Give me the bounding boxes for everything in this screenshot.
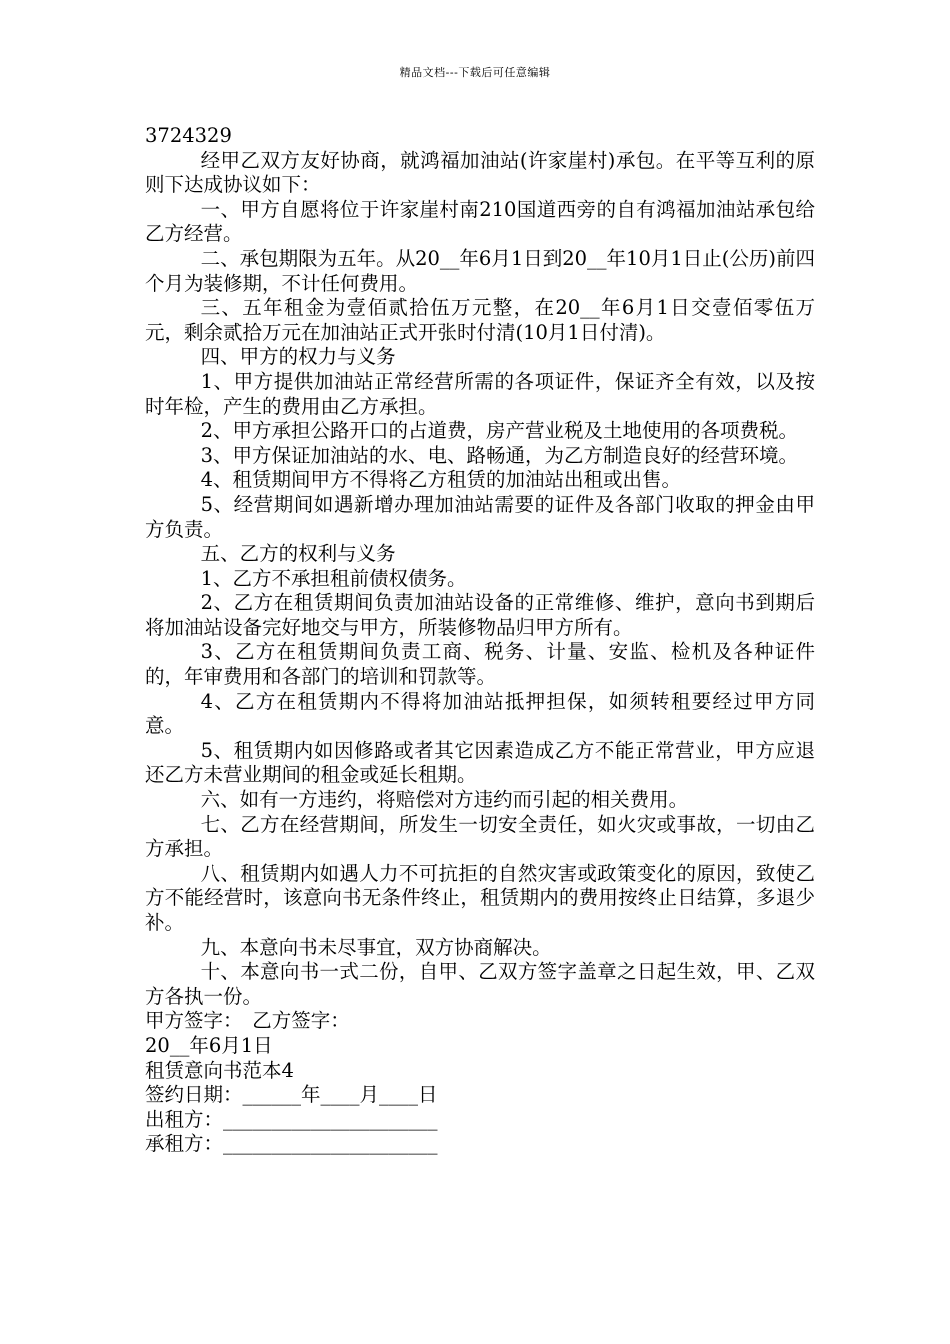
- clause-7: 七、乙方在经营期间，所发生一切安全责任，如火灾或事故，一切由乙方承担。: [145, 812, 815, 861]
- clause-3: 三、五年租金为壹佰贰拾伍万元整，在20__年6月1日交壹佰零伍万元，剩余贰拾万元在加油站正式开张时付清(10月1日付清)。: [145, 296, 815, 344]
- signature-line: 甲方签字： 乙方签字：: [145, 1009, 350, 1033]
- template-title: 租赁意向书范本4: [145, 1058, 294, 1082]
- clause-1: 一、甲方自愿将位于许家崖村南210国道西旁的自有鸿福加油站承包给乙方经营。: [145, 197, 815, 246]
- sign-date-field: 签约日期：______年____月____日: [145, 1083, 438, 1107]
- lessee-field: 承租方：______________________: [145, 1132, 438, 1156]
- clause-4-item-3: 3、甲方保证加油站的水、电、路畅通，为乙方制造良好的经营环境。: [200, 443, 798, 467]
- clause-8: 八、租赁期内如遇人力不可抗拒的自然灾害或政策变化的原因，致使乙方不能经营时，该意向书无条件终止，租赁期内的费用按终止日结算，多退少补。: [145, 861, 815, 934]
- document-number: 3724329: [145, 124, 232, 147]
- clause-6: 六、如有一方违约，将赔偿对方违约而引起的相关费用。: [200, 788, 689, 812]
- clause-5-item-4: 4、乙方在租赁期内不得将加油站抵押担保，如须转租要经过甲方同意。: [145, 689, 815, 738]
- clause-4-item-1: 1、甲方提供加油站正常经营所需的各项证件，保证齐全有效，以及按时年检，产生的费用由乙方承担。: [145, 369, 815, 418]
- lessor-field: 出租方：______________________: [145, 1107, 438, 1131]
- clause-4-item-4: 4、租赁期间甲方不得将乙方租赁的加油站出租或出售。: [200, 468, 681, 492]
- clause-4-item-5: 5、经营期间如遇新增办理加油站需要的证件及各部门收取的押金由甲方负责。: [145, 492, 815, 541]
- signature-date: 20__年6月1日: [145, 1033, 273, 1057]
- clause-5-item-3: 3、乙方在租赁期间负责工商、税务、计量、安监、检机及各种证件的，年审费用和各部门的培训和罚款等。: [145, 640, 815, 689]
- page-header: 精品文档---下载后可任意编辑: [399, 66, 551, 79]
- clause-5-item-2: 2、乙方在租赁期间负责加油站设备的正常维修、维护，意向书到期后将加油站设备完好地交与甲方，所装修物品归甲方所有。: [145, 591, 815, 639]
- intro-paragraph: 经甲乙双方友好协商，就鸿福加油站(许家崖村)承包。在平等互利的原则下达成协议如下：: [145, 148, 815, 197]
- clause-5-item-5: 5、租赁期内如因修路或者其它因素造成乙方不能正常营业，甲方应退还乙方未营业期间的租金或延长租期。: [145, 738, 815, 787]
- clause-5-heading: 五、乙方的权利与义务: [200, 542, 396, 566]
- clause-9: 九、本意向书未尽事宜，双方协商解决。: [200, 935, 552, 959]
- clause-5-item-1: 1、乙方不承担租前债权债务。: [200, 566, 467, 590]
- document-body: [145, 124, 815, 1157]
- clause-2: 二、承包期限为五年。从20__年6月1日到20__年10月1日止(公历)前四个月为装修期，不计任何费用。: [145, 246, 815, 295]
- clause-4-heading: 四、甲方的权力与义务: [200, 345, 396, 369]
- clause-10: 十、本意向书一式二份，自甲、乙双方签字盖章之日起生效，甲、乙双方各执一份。: [145, 960, 815, 1008]
- clause-4-item-2: 2、甲方承担公路开口的占道费，房产营业税及土地使用的各项费税。: [200, 419, 798, 443]
